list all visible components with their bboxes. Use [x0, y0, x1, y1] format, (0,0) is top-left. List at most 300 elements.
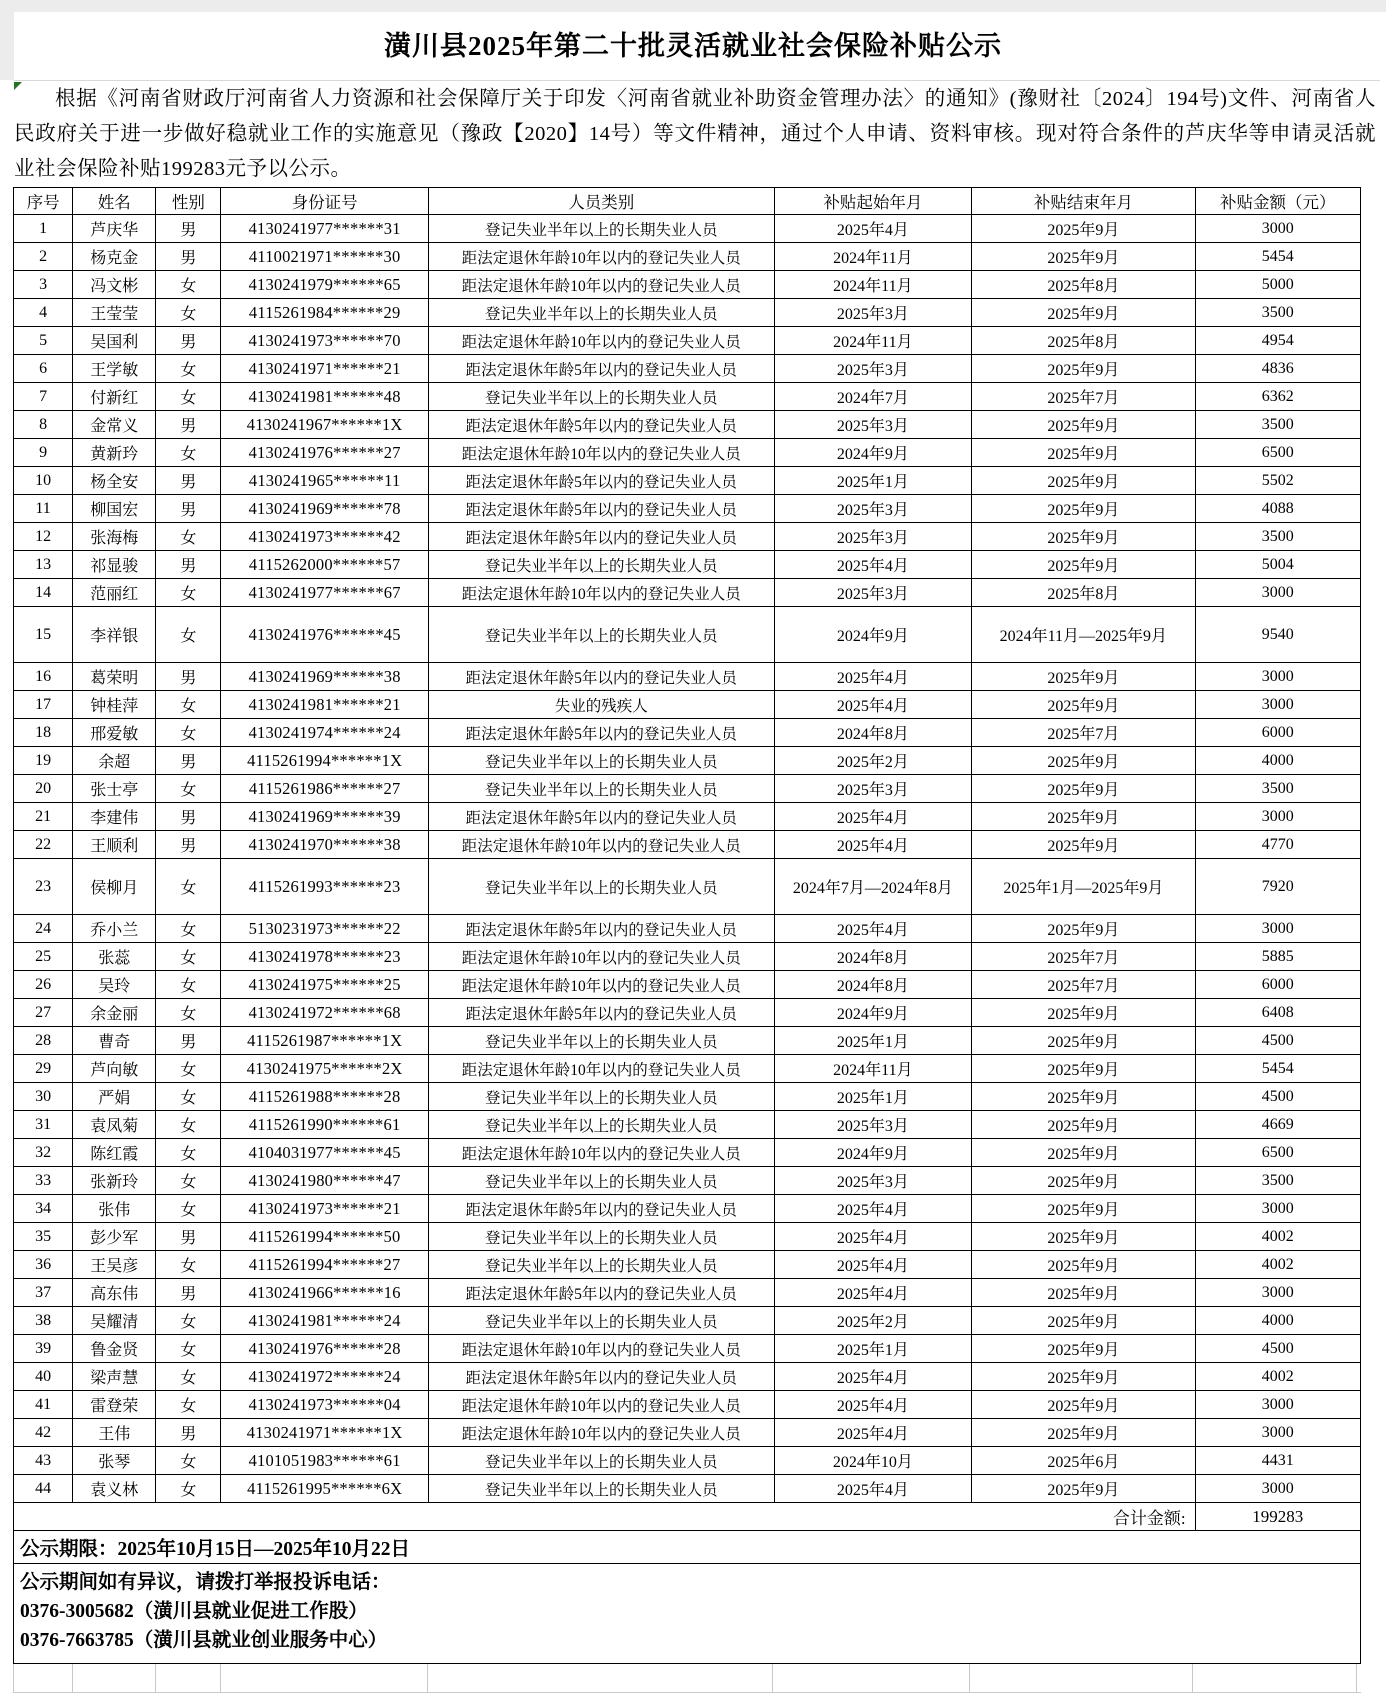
cell-no: 32	[14, 1139, 73, 1167]
cell-end: 2025年9月	[972, 1223, 1195, 1251]
cell-no: 20	[14, 775, 73, 803]
cell-gender: 女	[156, 1307, 221, 1335]
cell-id: 4115261994******27	[221, 1251, 428, 1279]
cell-amount: 6500	[1195, 439, 1360, 467]
cell-id: 4115262000******57	[221, 551, 428, 579]
cell-amount: 9540	[1195, 607, 1360, 663]
cell-amount: 4000	[1195, 747, 1360, 775]
cell-gender: 男	[156, 803, 221, 831]
cell-category: 距法定退休年龄5年以内的登记失业人员	[428, 523, 774, 551]
empty-grid-cell	[220, 1664, 427, 1692]
cell-start: 2025年4月	[774, 1279, 971, 1307]
table-row	[14, 1307, 1361, 1335]
table-row	[14, 411, 1361, 439]
cell-name: 芦庆华	[73, 215, 156, 243]
cell-no: 30	[14, 1083, 73, 1111]
cell-gender: 男	[156, 411, 221, 439]
cell-id: 4130241979******65	[221, 271, 428, 299]
table-row	[14, 859, 1361, 915]
cell-amount: 6000	[1195, 971, 1360, 999]
cell-end: 2025年9月	[972, 1195, 1195, 1223]
cell-gender: 女	[156, 299, 221, 327]
table-row	[14, 971, 1361, 999]
cell-name: 李建伟	[73, 803, 156, 831]
cell-end: 2025年9月	[972, 355, 1195, 383]
cell-gender: 男	[156, 467, 221, 495]
cell-name: 吴耀清	[73, 1307, 156, 1335]
cell-end: 2025年9月	[972, 1475, 1195, 1503]
cell-amount: 4669	[1195, 1111, 1360, 1139]
table-row	[14, 551, 1361, 579]
cell-start: 2025年1月	[774, 1335, 971, 1363]
cell-end: 2025年9月	[972, 299, 1195, 327]
cell-start: 2024年8月	[774, 719, 971, 747]
table-row	[14, 999, 1361, 1027]
cell-gender: 男	[156, 1027, 221, 1055]
cell-gender: 男	[156, 215, 221, 243]
cell-start: 2025年4月	[774, 1391, 971, 1419]
cell-name: 祁显骏	[73, 551, 156, 579]
sheet-left-margin	[0, 12, 14, 80]
cell-end: 2025年9月	[972, 411, 1195, 439]
cell-amount: 3000	[1195, 1195, 1360, 1223]
table-row	[14, 495, 1361, 523]
cell-end: 2025年9月	[972, 663, 1195, 691]
table-row	[14, 1083, 1361, 1111]
cell-gender: 女	[156, 355, 221, 383]
cell-end: 2025年6月	[972, 1447, 1195, 1475]
cell-start: 2025年4月	[774, 803, 971, 831]
cell-no: 3	[14, 271, 73, 299]
cell-id: 4115261994******50	[221, 1223, 428, 1251]
cell-category: 登记失业半年以上的长期失业人员	[428, 1475, 774, 1503]
cell-no: 29	[14, 1055, 73, 1083]
column-header: 补贴起始年月	[774, 188, 971, 215]
cell-id: 4101051983******61	[221, 1447, 428, 1475]
cell-amount: 4088	[1195, 495, 1360, 523]
cell-amount: 4002	[1195, 1251, 1360, 1279]
cell-name: 杨克金	[73, 243, 156, 271]
cell-end: 2025年9月	[972, 215, 1195, 243]
cell-category: 距法定退休年龄10年以内的登记失业人员	[428, 271, 774, 299]
cell-end: 2025年9月	[972, 831, 1195, 859]
cell-id: 5130231973******22	[221, 915, 428, 943]
cell-gender: 男	[156, 551, 221, 579]
cell-id: 4130241978******23	[221, 943, 428, 971]
table-row	[14, 579, 1361, 607]
cell-id: 4115261984******29	[221, 299, 428, 327]
cell-no: 34	[14, 1195, 73, 1223]
empty-grid-cell	[1192, 1664, 1357, 1692]
cell-gender: 女	[156, 1055, 221, 1083]
cell-category: 登记失业半年以上的长期失业人员	[428, 747, 774, 775]
cell-id: 4130241971******21	[221, 355, 428, 383]
cell-no: 18	[14, 719, 73, 747]
table-row	[14, 1279, 1361, 1307]
cell-end: 2025年9月	[972, 915, 1195, 943]
cell-start: 2025年1月	[774, 1083, 971, 1111]
cell-end: 2024年11月—2025年9月	[972, 607, 1195, 663]
cell-name: 梁声慧	[73, 1363, 156, 1391]
empty-grid-cell	[155, 1664, 220, 1692]
cell-amount: 5004	[1195, 551, 1360, 579]
cell-gender: 男	[156, 831, 221, 859]
cell-no: 21	[14, 803, 73, 831]
cell-id: 4130241972******24	[221, 1363, 428, 1391]
cell-name: 袁义林	[73, 1475, 156, 1503]
phone-line-1: 0376-3005682（潢川县就业促进工作股）	[20, 1601, 368, 1622]
cell-name: 葛荣明	[73, 663, 156, 691]
cell-end: 2025年8月	[972, 271, 1195, 299]
cell-name: 张海梅	[73, 523, 156, 551]
cell-gender: 男	[156, 243, 221, 271]
table-row	[14, 1363, 1361, 1391]
cell-category: 登记失业半年以上的长期失业人员	[428, 1307, 774, 1335]
cell-name: 高东伟	[73, 1279, 156, 1307]
table-row	[14, 719, 1361, 747]
cell-id: 4115261988******28	[221, 1083, 428, 1111]
cell-category: 登记失业半年以上的长期失业人员	[428, 383, 774, 411]
cell-id: 4130241976******28	[221, 1335, 428, 1363]
cell-gender: 女	[156, 719, 221, 747]
empty-grid-row	[13, 1664, 1361, 1693]
cell-category: 登记失业半年以上的长期失业人员	[428, 1027, 774, 1055]
cell-category: 距法定退休年龄5年以内的登记失业人员	[428, 467, 774, 495]
empty-grid-cell	[969, 1664, 1192, 1692]
cell-gender: 女	[156, 999, 221, 1027]
table-row	[14, 1251, 1361, 1279]
cell-start: 2025年3月	[774, 579, 971, 607]
cell-end: 2025年9月	[972, 1055, 1195, 1083]
cell-category: 距法定退休年龄10年以内的登记失业人员	[428, 1139, 774, 1167]
cell-gender: 女	[156, 1195, 221, 1223]
empty-grid-cell	[72, 1664, 155, 1692]
cell-end: 2025年9月	[972, 1391, 1195, 1419]
cell-start: 2025年4月	[774, 1363, 971, 1391]
cell-start: 2025年3月	[774, 299, 971, 327]
cell-no: 40	[14, 1363, 73, 1391]
cell-no: 14	[14, 579, 73, 607]
total-label: 合计金额:	[14, 1503, 1196, 1531]
cell-category: 登记失业半年以上的长期失业人员	[428, 859, 774, 915]
cell-no: 16	[14, 663, 73, 691]
cell-start: 2024年8月	[774, 971, 971, 999]
cell-name: 张琴	[73, 1447, 156, 1475]
cell-amount: 7920	[1195, 859, 1360, 915]
cell-id: 4130241970******38	[221, 831, 428, 859]
cell-name: 王吴彦	[73, 1251, 156, 1279]
cell-no: 42	[14, 1419, 73, 1447]
cell-amount: 4500	[1195, 1335, 1360, 1363]
cell-end: 2025年7月	[972, 383, 1195, 411]
cell-name: 侯柳月	[73, 859, 156, 915]
cell-name: 金常义	[73, 411, 156, 439]
cell-name: 范丽红	[73, 579, 156, 607]
cell-no: 33	[14, 1167, 73, 1195]
cell-category: 距法定退休年龄5年以内的登记失业人员	[428, 495, 774, 523]
table-row	[14, 1475, 1361, 1503]
table-row	[14, 803, 1361, 831]
cell-category: 距法定退休年龄5年以内的登记失业人员	[428, 1363, 774, 1391]
cell-end: 2025年9月	[972, 1419, 1195, 1447]
cell-category: 登记失业半年以上的长期失业人员	[428, 215, 774, 243]
empty-grid-cell	[13, 1664, 72, 1692]
cell-gender: 女	[156, 1363, 221, 1391]
cell-gender: 女	[156, 1139, 221, 1167]
cell-end: 2025年9月	[972, 803, 1195, 831]
cell-end: 2025年9月	[972, 1307, 1195, 1335]
cell-error-marker-icon	[14, 82, 22, 90]
column-header: 人员类别	[428, 188, 774, 215]
cell-amount: 4836	[1195, 355, 1360, 383]
cell-id: 4115261993******23	[221, 859, 428, 915]
cell-gender: 女	[156, 943, 221, 971]
table-header-row	[14, 188, 1361, 215]
cell-id: 4115261990******61	[221, 1111, 428, 1139]
cell-name: 冯文彬	[73, 271, 156, 299]
cell-no: 28	[14, 1027, 73, 1055]
cell-start: 2025年3月	[774, 1167, 971, 1195]
cell-no: 11	[14, 495, 73, 523]
cell-start: 2024年11月	[774, 271, 971, 299]
cell-amount: 3000	[1195, 215, 1360, 243]
table-row	[14, 943, 1361, 971]
cell-id: 4130241966******16	[221, 1279, 428, 1307]
column-header: 身份证号	[221, 188, 428, 215]
cell-category: 距法定退休年龄10年以内的登记失业人员	[428, 243, 774, 271]
cell-no: 24	[14, 915, 73, 943]
table-row	[14, 327, 1361, 355]
cell-no: 12	[14, 523, 73, 551]
cell-category: 距法定退休年龄5年以内的登记失业人员	[428, 719, 774, 747]
cell-id: 4110021971******30	[221, 243, 428, 271]
cell-no: 7	[14, 383, 73, 411]
cell-amount: 4500	[1195, 1027, 1360, 1055]
cell-name: 余超	[73, 747, 156, 775]
cell-gender: 女	[156, 1391, 221, 1419]
cell-amount: 4431	[1195, 1447, 1360, 1475]
cell-gender: 女	[156, 915, 221, 943]
cell-gender: 男	[156, 327, 221, 355]
cell-category: 距法定退休年龄5年以内的登记失业人员	[428, 663, 774, 691]
cell-category: 距法定退休年龄10年以内的登记失业人员	[428, 943, 774, 971]
column-header: 序号	[14, 188, 73, 215]
cell-amount: 6408	[1195, 999, 1360, 1027]
phone-line-2: 0376-7663785（潢川县就业创业服务中心）	[20, 1630, 388, 1651]
cell-name: 严娟	[73, 1083, 156, 1111]
table-row	[14, 1419, 1361, 1447]
cell-name: 彭少军	[73, 1223, 156, 1251]
cell-id: 4130241972******68	[221, 999, 428, 1027]
cell-category: 登记失业半年以上的长期失业人员	[428, 1111, 774, 1139]
cell-name: 张伟	[73, 1195, 156, 1223]
table-row	[14, 467, 1361, 495]
cell-gender: 女	[156, 579, 221, 607]
sheet-top-margin	[0, 0, 1386, 12]
cell-name: 杨全安	[73, 467, 156, 495]
cell-start: 2025年4月	[774, 1223, 971, 1251]
cell-id: 4130241973******04	[221, 1391, 428, 1419]
cell-category: 距法定退休年龄5年以内的登记失业人员	[428, 803, 774, 831]
cell-name: 黄新玪	[73, 439, 156, 467]
cell-no: 9	[14, 439, 73, 467]
cell-end: 2025年9月	[972, 747, 1195, 775]
subsidy-table	[13, 187, 1361, 1664]
table-row	[14, 1111, 1361, 1139]
cell-amount: 6000	[1195, 719, 1360, 747]
table-row	[14, 1195, 1361, 1223]
cell-start: 2024年9月	[774, 1139, 971, 1167]
cell-category: 登记失业半年以上的长期失业人员	[428, 1251, 774, 1279]
cell-no: 4	[14, 299, 73, 327]
cell-amount: 3000	[1195, 1475, 1360, 1503]
cell-end: 2025年9月	[972, 523, 1195, 551]
cell-category: 距法定退休年龄5年以内的登记失业人员	[428, 915, 774, 943]
table-row	[14, 439, 1361, 467]
cell-category: 距法定退休年龄10年以内的登记失业人员	[428, 1419, 774, 1447]
cell-id: 4130241974******24	[221, 719, 428, 747]
publicity-period-text: 公示期限：2025年10月15日—2025年10月22日	[14, 1531, 1361, 1564]
cell-end: 2025年9月	[972, 1139, 1195, 1167]
cell-name: 曹奇	[73, 1027, 156, 1055]
cell-amount: 3000	[1195, 1391, 1360, 1419]
cell-end: 2025年7月	[972, 719, 1195, 747]
cell-amount: 3500	[1195, 1167, 1360, 1195]
cell-end: 2025年7月	[972, 943, 1195, 971]
cell-amount: 3000	[1195, 579, 1360, 607]
column-header: 补贴金额（元）	[1195, 188, 1360, 215]
cell-category: 距法定退休年龄10年以内的登记失业人员	[428, 971, 774, 999]
cell-no: 10	[14, 467, 73, 495]
cell-id: 4130241975******2X	[221, 1055, 428, 1083]
cell-amount: 3000	[1195, 803, 1360, 831]
cell-category: 失业的残疾人	[428, 691, 774, 719]
cell-name: 芦向敏	[73, 1055, 156, 1083]
cell-name: 乔小兰	[73, 915, 156, 943]
cell-no: 38	[14, 1307, 73, 1335]
column-header: 姓名	[73, 188, 156, 215]
cell-name: 张士亭	[73, 775, 156, 803]
cell-id: 4130241981******24	[221, 1307, 428, 1335]
cell-start: 2025年4月	[774, 551, 971, 579]
contact-row	[14, 1564, 1361, 1664]
cell-start: 2025年2月	[774, 747, 971, 775]
cell-start: 2025年3月	[774, 355, 971, 383]
cell-end: 2025年9月	[972, 495, 1195, 523]
cell-id: 4130241973******70	[221, 327, 428, 355]
cell-end: 2025年9月	[972, 1363, 1195, 1391]
cell-start: 2025年4月	[774, 663, 971, 691]
cell-name: 雷登荣	[73, 1391, 156, 1419]
cell-id: 4115261986******27	[221, 775, 428, 803]
cell-start: 2025年3月	[774, 775, 971, 803]
cell-gender: 女	[156, 775, 221, 803]
cell-start: 2024年8月	[774, 943, 971, 971]
cell-name: 王伟	[73, 1419, 156, 1447]
cell-category: 登记失业半年以上的长期失业人员	[428, 1447, 774, 1475]
cell-category: 距法定退休年龄10年以内的登记失业人员	[428, 1335, 774, 1363]
cell-amount: 3000	[1195, 1419, 1360, 1447]
intro-paragraph: 根据《河南省财政厅河南省人力资源和社会保障厅关于印发〈河南省就业补助资金管理办法〉的通知》(豫财社〔2024〕194号)文件、河南省人民政府关于进一步做好稳就业工作的实施意见（豫政【2020】14号）等文件精神，通过个人申请、资料审核。现对符合条件的芦庆华等申请灵活就业社会保险补贴199283元予以公示。	[14, 88, 1376, 180]
table-row	[14, 1223, 1361, 1251]
cell-end: 2025年9月	[972, 1251, 1195, 1279]
cell-amount: 5502	[1195, 467, 1360, 495]
cell-gender: 女	[156, 971, 221, 999]
cell-end: 2025年9月	[972, 243, 1195, 271]
cell-end: 2025年9月	[972, 1335, 1195, 1363]
cell-no: 8	[14, 411, 73, 439]
cell-end: 2025年9月	[972, 775, 1195, 803]
cell-end: 2025年9月	[972, 551, 1195, 579]
cell-no: 26	[14, 971, 73, 999]
cell-start: 2024年9月	[774, 999, 971, 1027]
cell-no: 43	[14, 1447, 73, 1475]
cell-name: 王莹莹	[73, 299, 156, 327]
cell-end: 2025年9月	[972, 1111, 1195, 1139]
cell-start: 2024年11月	[774, 327, 971, 355]
cell-id: 4130241976******27	[221, 439, 428, 467]
table-row	[14, 215, 1361, 243]
cell-amount: 5885	[1195, 943, 1360, 971]
cell-id: 4130241969******78	[221, 495, 428, 523]
cell-amount: 4000	[1195, 1307, 1360, 1335]
cell-start: 2025年4月	[774, 831, 971, 859]
cell-amount: 3000	[1195, 1279, 1360, 1307]
cell-amount: 3500	[1195, 411, 1360, 439]
cell-amount: 5454	[1195, 1055, 1360, 1083]
table-row	[14, 1027, 1361, 1055]
cell-category: 距法定退休年龄5年以内的登记失业人员	[428, 355, 774, 383]
cell-gender: 女	[156, 1447, 221, 1475]
cell-gender: 男	[156, 747, 221, 775]
cell-gender: 男	[156, 495, 221, 523]
cell-no: 17	[14, 691, 73, 719]
cell-no: 35	[14, 1223, 73, 1251]
cell-no: 25	[14, 943, 73, 971]
cell-amount: 5000	[1195, 271, 1360, 299]
table-row	[14, 299, 1361, 327]
cell-amount: 3000	[1195, 915, 1360, 943]
table-row	[14, 775, 1361, 803]
table-row	[14, 691, 1361, 719]
total-value: 199283	[1195, 1503, 1360, 1531]
cell-category: 登记失业半年以上的长期失业人员	[428, 607, 774, 663]
cell-name: 柳国宏	[73, 495, 156, 523]
table-row	[14, 1391, 1361, 1419]
cell-gender: 男	[156, 663, 221, 691]
cell-gender: 女	[156, 1167, 221, 1195]
cell-id: 4115261994******1X	[221, 747, 428, 775]
cell-gender: 女	[156, 691, 221, 719]
cell-amount: 3000	[1195, 691, 1360, 719]
cell-category: 登记失业半年以上的长期失业人员	[428, 1083, 774, 1111]
cell-category: 距法定退休年龄10年以内的登记失业人员	[428, 327, 774, 355]
cell-start: 2025年1月	[774, 467, 971, 495]
cell-name: 袁凤菊	[73, 1111, 156, 1139]
cell-start: 2025年4月	[774, 691, 971, 719]
cell-category: 距法定退休年龄10年以内的登记失业人员	[428, 579, 774, 607]
cell-start: 2025年4月	[774, 1475, 971, 1503]
table-row	[14, 1447, 1361, 1475]
cell-start: 2024年9月	[774, 607, 971, 663]
cell-end: 2025年9月	[972, 1279, 1195, 1307]
cell-amount: 4954	[1195, 327, 1360, 355]
cell-start: 2025年2月	[774, 1307, 971, 1335]
cell-gender: 女	[156, 271, 221, 299]
cell-no: 2	[14, 243, 73, 271]
cell-no: 37	[14, 1279, 73, 1307]
cell-name: 吴玲	[73, 971, 156, 999]
